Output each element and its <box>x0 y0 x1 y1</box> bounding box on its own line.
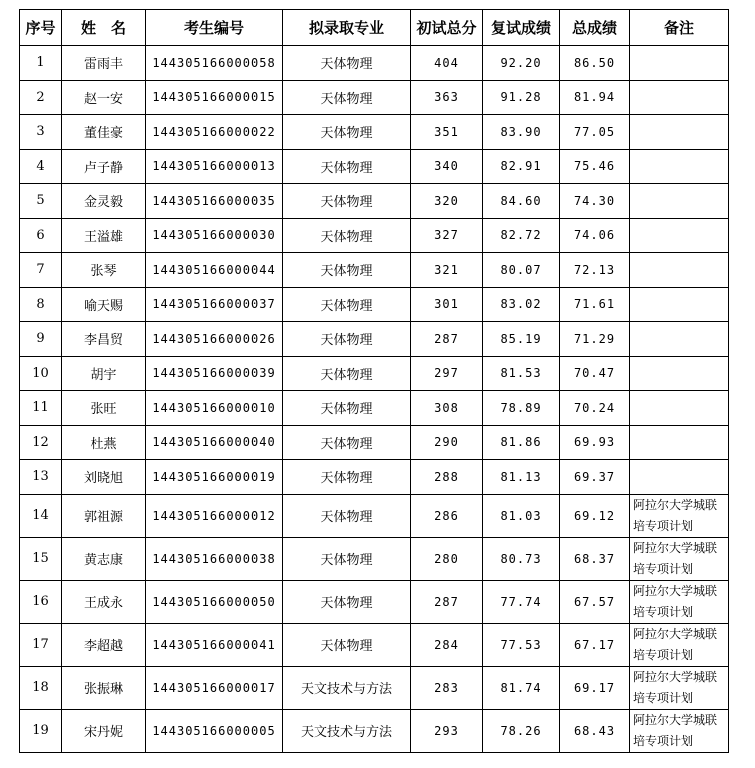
retest-score: 83.90 <box>483 115 560 150</box>
prelim-score: 321 <box>411 253 483 288</box>
note <box>630 149 729 184</box>
major: 天体物理 <box>283 391 411 426</box>
table-row <box>20 460 729 495</box>
retest-score: 80.07 <box>483 253 560 288</box>
note <box>630 287 729 322</box>
retest-score: 82.72 <box>483 218 560 253</box>
exam-id: 144305166000026 <box>146 322 283 357</box>
table-row <box>20 184 729 219</box>
admission-list <box>19 9 729 753</box>
student-name: 宋丹妮 <box>62 709 146 752</box>
prelim-score: 287 <box>411 322 483 357</box>
student-name: 胡宇 <box>62 356 146 391</box>
prelim-score: 363 <box>411 80 483 115</box>
table-row <box>20 709 729 752</box>
retest-score: 77.53 <box>483 623 560 666</box>
prelim-score: 301 <box>411 287 483 322</box>
student-name: 卢子静 <box>62 149 146 184</box>
student-name: 李超越 <box>62 623 146 666</box>
row-number: 15 <box>20 537 62 580</box>
total-score: 68.37 <box>560 537 630 580</box>
retest-score: 81.13 <box>483 460 560 495</box>
table-row <box>20 253 729 288</box>
note: 阿拉尔大学城联培专项计划 <box>630 666 729 709</box>
table-row <box>20 537 729 580</box>
row-number: 4 <box>20 149 62 184</box>
header-major: 拟录取专业 <box>283 10 411 46</box>
header-exam-id: 考生编号 <box>146 10 283 46</box>
row-number: 2 <box>20 80 62 115</box>
total-score: 69.12 <box>560 494 630 537</box>
note: 阿拉尔大学城联培专项计划 <box>630 623 729 666</box>
note <box>630 46 729 81</box>
retest-score: 80.73 <box>483 537 560 580</box>
note <box>630 425 729 460</box>
total-score: 75.46 <box>560 149 630 184</box>
prelim-score: 284 <box>411 623 483 666</box>
exam-id: 144305166000039 <box>146 356 283 391</box>
retest-score: 81.03 <box>483 494 560 537</box>
total-score: 68.43 <box>560 709 630 752</box>
total-score: 71.29 <box>560 322 630 357</box>
note <box>630 184 729 219</box>
prelim-score: 283 <box>411 666 483 709</box>
major: 天体物理 <box>283 115 411 150</box>
table-row <box>20 391 729 426</box>
total-score: 70.47 <box>560 356 630 391</box>
major: 天体物理 <box>283 460 411 495</box>
total-score: 74.06 <box>560 218 630 253</box>
note: 阿拉尔大学城联培专项计划 <box>630 494 729 537</box>
admission-table <box>19 9 729 753</box>
major: 天体物理 <box>283 253 411 288</box>
total-score: 67.17 <box>560 623 630 666</box>
exam-id: 144305166000044 <box>146 253 283 288</box>
prelim-score: 290 <box>411 425 483 460</box>
row-number: 17 <box>20 623 62 666</box>
note <box>630 460 729 495</box>
row-number: 5 <box>20 184 62 219</box>
prelim-score: 287 <box>411 580 483 623</box>
row-number: 7 <box>20 253 62 288</box>
row-number: 19 <box>20 709 62 752</box>
total-score: 69.93 <box>560 425 630 460</box>
total-score: 69.17 <box>560 666 630 709</box>
student-name: 赵一安 <box>62 80 146 115</box>
major: 天体物理 <box>283 537 411 580</box>
retest-score: 82.91 <box>483 149 560 184</box>
table-row <box>20 287 729 322</box>
prelim-score: 351 <box>411 115 483 150</box>
major: 天文技术与方法 <box>283 666 411 709</box>
major: 天体物理 <box>283 184 411 219</box>
student-name: 董佳豪 <box>62 115 146 150</box>
student-name: 杜燕 <box>62 425 146 460</box>
major: 天体物理 <box>283 494 411 537</box>
retest-score: 85.19 <box>483 322 560 357</box>
prelim-score: 327 <box>411 218 483 253</box>
major: 天文技术与方法 <box>283 709 411 752</box>
header-no: 序号 <box>20 10 62 46</box>
table-row <box>20 115 729 150</box>
table-row <box>20 218 729 253</box>
note <box>630 80 729 115</box>
student-name: 喻天赐 <box>62 287 146 322</box>
student-name: 黄志康 <box>62 537 146 580</box>
retest-score: 92.20 <box>483 46 560 81</box>
exam-id: 144305166000038 <box>146 537 283 580</box>
retest-score: 78.26 <box>483 709 560 752</box>
row-number: 11 <box>20 391 62 426</box>
total-score: 74.30 <box>560 184 630 219</box>
table-row <box>20 666 729 709</box>
student-name: 雷雨丰 <box>62 46 146 81</box>
major: 天体物理 <box>283 356 411 391</box>
major: 天体物理 <box>283 149 411 184</box>
prelim-score: 297 <box>411 356 483 391</box>
total-score: 67.57 <box>560 580 630 623</box>
exam-id: 144305166000050 <box>146 580 283 623</box>
retest-score: 83.02 <box>483 287 560 322</box>
retest-score: 81.74 <box>483 666 560 709</box>
table-row <box>20 149 729 184</box>
exam-id: 144305166000013 <box>146 149 283 184</box>
student-name: 李昌贸 <box>62 322 146 357</box>
header-retest-score: 复试成绩 <box>483 10 560 46</box>
exam-id: 144305166000010 <box>146 391 283 426</box>
prelim-score: 320 <box>411 184 483 219</box>
student-name: 王溢雄 <box>62 218 146 253</box>
major: 天体物理 <box>283 80 411 115</box>
major: 天体物理 <box>283 322 411 357</box>
table-row <box>20 580 729 623</box>
table-row <box>20 46 729 81</box>
row-number: 1 <box>20 46 62 81</box>
table-row <box>20 356 729 391</box>
student-name: 郭祖源 <box>62 494 146 537</box>
header-prelim-score: 初试总分 <box>411 10 483 46</box>
total-score: 72.13 <box>560 253 630 288</box>
header-name: 姓 名 <box>62 10 146 46</box>
table-row <box>20 322 729 357</box>
row-number: 12 <box>20 425 62 460</box>
header-total-score: 总成绩 <box>560 10 630 46</box>
note: 阿拉尔大学城联培专项计划 <box>630 709 729 752</box>
table-row <box>20 494 729 537</box>
note <box>630 115 729 150</box>
total-score: 81.94 <box>560 80 630 115</box>
major: 天体物理 <box>283 46 411 81</box>
student-name: 张旺 <box>62 391 146 426</box>
prelim-score: 288 <box>411 460 483 495</box>
total-score: 71.61 <box>560 287 630 322</box>
major: 天体物理 <box>283 218 411 253</box>
row-number: 9 <box>20 322 62 357</box>
exam-id: 144305166000017 <box>146 666 283 709</box>
note <box>630 356 729 391</box>
total-score: 77.05 <box>560 115 630 150</box>
header-note: 备注 <box>630 10 729 46</box>
note <box>630 253 729 288</box>
prelim-score: 308 <box>411 391 483 426</box>
prelim-score: 280 <box>411 537 483 580</box>
retest-score: 77.74 <box>483 580 560 623</box>
student-name: 刘晓旭 <box>62 460 146 495</box>
prelim-score: 286 <box>411 494 483 537</box>
major: 天体物理 <box>283 287 411 322</box>
row-number: 10 <box>20 356 62 391</box>
student-name: 金灵毅 <box>62 184 146 219</box>
student-name: 张振琳 <box>62 666 146 709</box>
exam-id: 144305166000005 <box>146 709 283 752</box>
exam-id: 144305166000037 <box>146 287 283 322</box>
retest-score: 81.53 <box>483 356 560 391</box>
exam-id: 144305166000012 <box>146 494 283 537</box>
note: 阿拉尔大学城联培专项计划 <box>630 537 729 580</box>
exam-id: 144305166000030 <box>146 218 283 253</box>
table-row <box>20 425 729 460</box>
total-score: 86.50 <box>560 46 630 81</box>
exam-id: 144305166000041 <box>146 623 283 666</box>
exam-id: 144305166000022 <box>146 115 283 150</box>
exam-id: 144305166000035 <box>146 184 283 219</box>
note <box>630 218 729 253</box>
exam-id: 144305166000058 <box>146 46 283 81</box>
major: 天体物理 <box>283 425 411 460</box>
note: 阿拉尔大学城联培专项计划 <box>630 580 729 623</box>
retest-score: 78.89 <box>483 391 560 426</box>
row-number: 8 <box>20 287 62 322</box>
exam-id: 144305166000019 <box>146 460 283 495</box>
student-name: 王成永 <box>62 580 146 623</box>
prelim-score: 293 <box>411 709 483 752</box>
row-number: 16 <box>20 580 62 623</box>
table-row <box>20 80 729 115</box>
note <box>630 322 729 357</box>
row-number: 14 <box>20 494 62 537</box>
note <box>630 391 729 426</box>
major: 天体物理 <box>283 580 411 623</box>
retest-score: 84.60 <box>483 184 560 219</box>
total-score: 69.37 <box>560 460 630 495</box>
header-row <box>20 10 729 46</box>
prelim-score: 340 <box>411 149 483 184</box>
total-score: 70.24 <box>560 391 630 426</box>
row-number: 18 <box>20 666 62 709</box>
exam-id: 144305166000040 <box>146 425 283 460</box>
table-row <box>20 623 729 666</box>
retest-score: 91.28 <box>483 80 560 115</box>
exam-id: 144305166000015 <box>146 80 283 115</box>
row-number: 13 <box>20 460 62 495</box>
retest-score: 81.86 <box>483 425 560 460</box>
prelim-score: 404 <box>411 46 483 81</box>
row-number: 3 <box>20 115 62 150</box>
major: 天体物理 <box>283 623 411 666</box>
student-name: 张琴 <box>62 253 146 288</box>
row-number: 6 <box>20 218 62 253</box>
